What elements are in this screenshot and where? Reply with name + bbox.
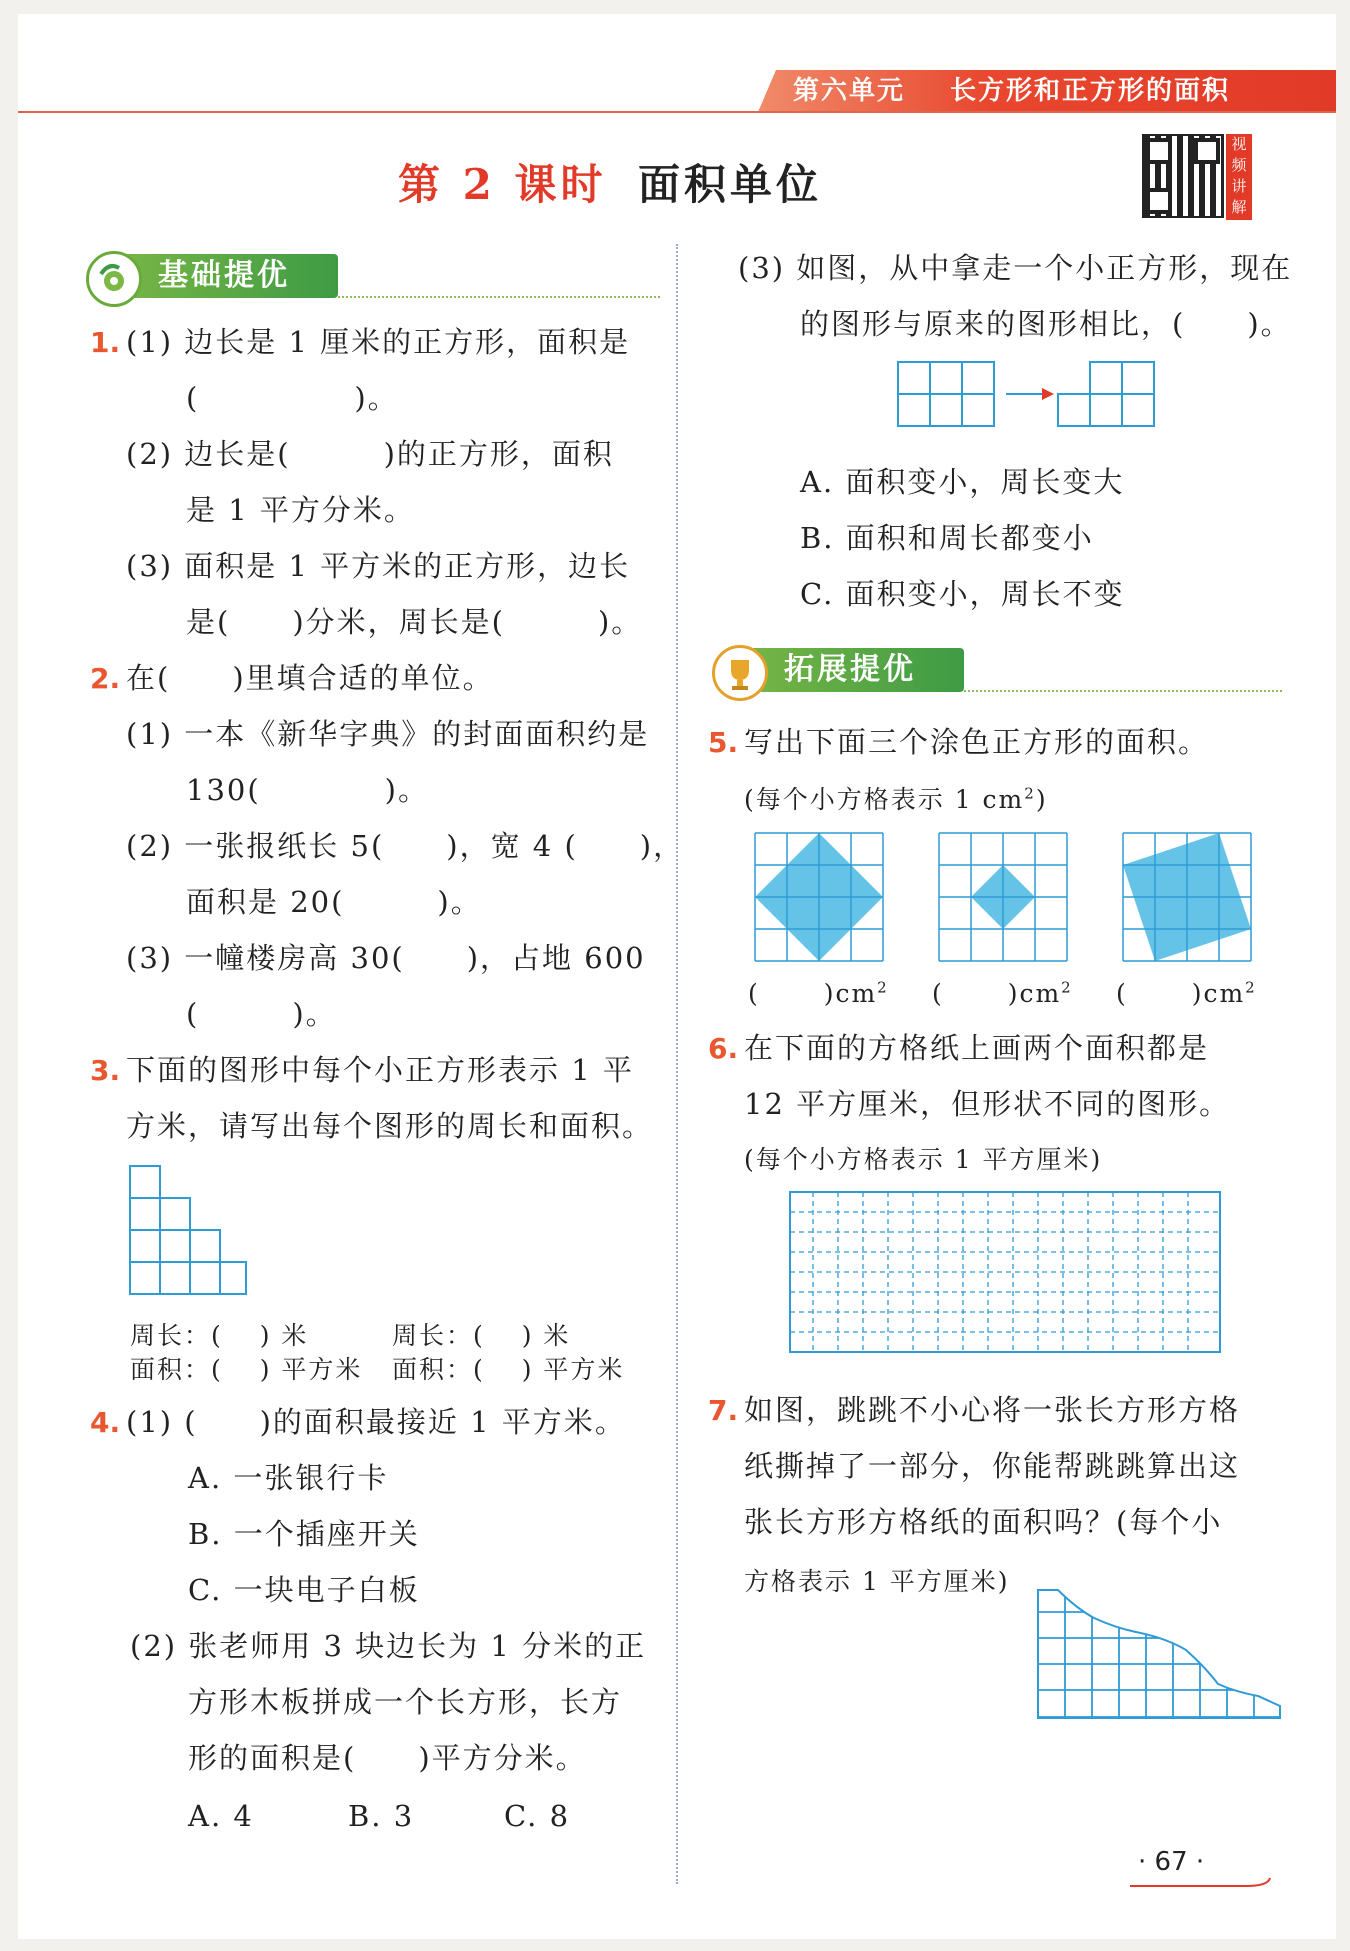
q6-note: (每个小方格表示 1 平方厘米)	[744, 1145, 1103, 1174]
unit-title: 长方形和正方形的面积	[950, 76, 1231, 106]
q4-part2-line3[interactable]: 形的面积是( )平方分米。	[188, 1741, 587, 1775]
page-number: · 67 ·	[1138, 1847, 1205, 1877]
header-rule	[18, 111, 1336, 113]
q4-part2-line2: 方形木板拼成一个长方形，长方	[188, 1685, 623, 1719]
question-number: 2.	[90, 662, 121, 695]
q2-part3[interactable]: (3) 一幢楼房高 30( )，占地 600	[126, 941, 646, 975]
remove-square-figure	[896, 360, 1166, 430]
q4-answer-c[interactable]: C. 8	[504, 1799, 571, 1833]
workbook-page	[18, 14, 1336, 1939]
q2-part2-cont[interactable]: 面积是 20( )。	[186, 885, 482, 919]
q7-stem-line3: 张长方形方格纸的面积吗？(每个小	[744, 1505, 1223, 1539]
q3-left-perimeter[interactable]: 周长：( ) 米	[130, 1321, 309, 1350]
q3-stem-line1: 下面的图形中每个小正方形表示 1 平	[126, 1053, 634, 1087]
q4-part2-line1: (2) 张老师用 3 块边长为 1 分米的正	[130, 1629, 647, 1663]
shaded-square-1	[752, 830, 886, 964]
q1-part1: (1) 边长是 1 厘米的正方形，面积是	[126, 325, 631, 359]
q3-stem-line2: 方米，请写出每个图形的周长和面积。	[126, 1109, 654, 1143]
q4-part3-option-c[interactable]: C. 面积变小，周长不变	[800, 577, 1125, 611]
section-title-basic: 基础提优	[158, 258, 290, 293]
drawing-grid-paper[interactable]	[788, 1190, 1222, 1354]
question-number: 6.	[708, 1032, 739, 1065]
staircase-figure	[128, 1164, 248, 1296]
q2-part1-cont[interactable]: 130( )。	[186, 773, 429, 807]
q1-part1-blank[interactable]: ( )。	[186, 381, 399, 415]
gear-leaf-icon	[86, 251, 142, 307]
q4-option-c[interactable]: C. 一块电子白板	[188, 1573, 420, 1607]
column-divider	[676, 244, 678, 1884]
section-title-extended: 拓展提优	[784, 652, 916, 687]
q1-part2-cont: 是 1 平方分米。	[186, 493, 415, 527]
q6-stem-line2: 12 平方厘米，但形状不同的图形。	[744, 1087, 1231, 1121]
q5-blank-1[interactable]: ( )$cm^2$	[748, 978, 889, 1008]
q4-option-b[interactable]: B. 一个插座开关	[188, 1517, 420, 1551]
q4-part3-line1: (3) 如图，从中拿走一个小正方形，现在	[738, 251, 1293, 285]
q2-part1: (1) 一本《新华字典》的封面面积约是	[126, 717, 650, 751]
q4-option-a[interactable]: A. 一张银行卡	[188, 1461, 389, 1495]
q4-part3-option-a[interactable]: A. 面积变小，周长变大	[800, 465, 1125, 499]
q7-stem-line4: 方格表示 1 平方厘米)	[744, 1567, 1010, 1596]
question-number: 1.	[90, 326, 121, 359]
q4-answer-a[interactable]: A. 4	[188, 1799, 254, 1833]
torn-grid-paper	[1036, 1588, 1282, 1720]
q1-part2: (2) 边长是( )的正方形，面积	[126, 437, 614, 471]
q4-part1[interactable]: (1) ( )的面积最接近 1 平方米。	[126, 1405, 626, 1439]
question-number: 7.	[708, 1394, 739, 1427]
question-number: 3.	[90, 1054, 121, 1087]
q2-stem: 在( )里填合适的单位。	[126, 661, 494, 695]
q4-answer-b[interactable]: B. 3	[348, 1799, 415, 1833]
q5-note: (每个小方格表示 1 $cm^2$)	[744, 784, 1048, 814]
q1-part3-cont[interactable]: 是( )分米，周长是( )。	[186, 605, 643, 639]
trophy-icon	[712, 645, 768, 701]
q2-part2[interactable]: (2) 一张报纸长 5( )，宽 4 ( )，	[126, 829, 685, 863]
q2-part3-cont[interactable]: ( )。	[186, 997, 337, 1031]
question-number: 5.	[708, 726, 739, 759]
q3-left-area[interactable]: 面积：( ) 平方米	[130, 1355, 363, 1384]
diagonal-grid-figure	[410, 1194, 592, 1290]
q5-blank-3[interactable]: ( )$cm^2$	[1116, 978, 1257, 1008]
q3-right-perimeter[interactable]: 周长：( ) 米	[392, 1321, 571, 1350]
q6-stem-line1: 在下面的方格纸上画两个面积都是	[744, 1031, 1210, 1065]
question-number: 4.	[90, 1406, 121, 1439]
lesson-title: 面积单位	[638, 160, 823, 209]
q7-stem-line1: 如图，跳跳不小心将一张长方形方格	[744, 1393, 1241, 1427]
q4-part3-line2[interactable]: 的图形与原来的图形相比，( )。	[800, 307, 1292, 341]
q1-part3: (3) 面积是 1 平方米的正方形，边长	[126, 549, 631, 583]
qr-code-icon[interactable]	[1142, 134, 1224, 218]
q5-stem: 写出下面三个涂色正方形的面积。	[744, 725, 1210, 759]
shaded-square-2	[936, 830, 1070, 964]
q5-blank-2[interactable]: ( )$cm^2$	[932, 978, 1073, 1008]
q3-right-area[interactable]: 面积：( ) 平方米	[392, 1355, 625, 1384]
q7-stem-line2: 纸撕掉了一部分，你能帮跳跳算出这	[744, 1449, 1241, 1483]
lesson-number: 第 2 课时	[398, 160, 607, 209]
video-tag: 视频讲解	[1226, 134, 1252, 220]
q4-part3-option-b[interactable]: B. 面积和周长都变小	[800, 521, 1094, 555]
unit-label: 第六单元	[793, 76, 906, 106]
shaded-square-3	[1120, 830, 1254, 964]
footer-swoosh-icon	[1128, 1872, 1278, 1892]
